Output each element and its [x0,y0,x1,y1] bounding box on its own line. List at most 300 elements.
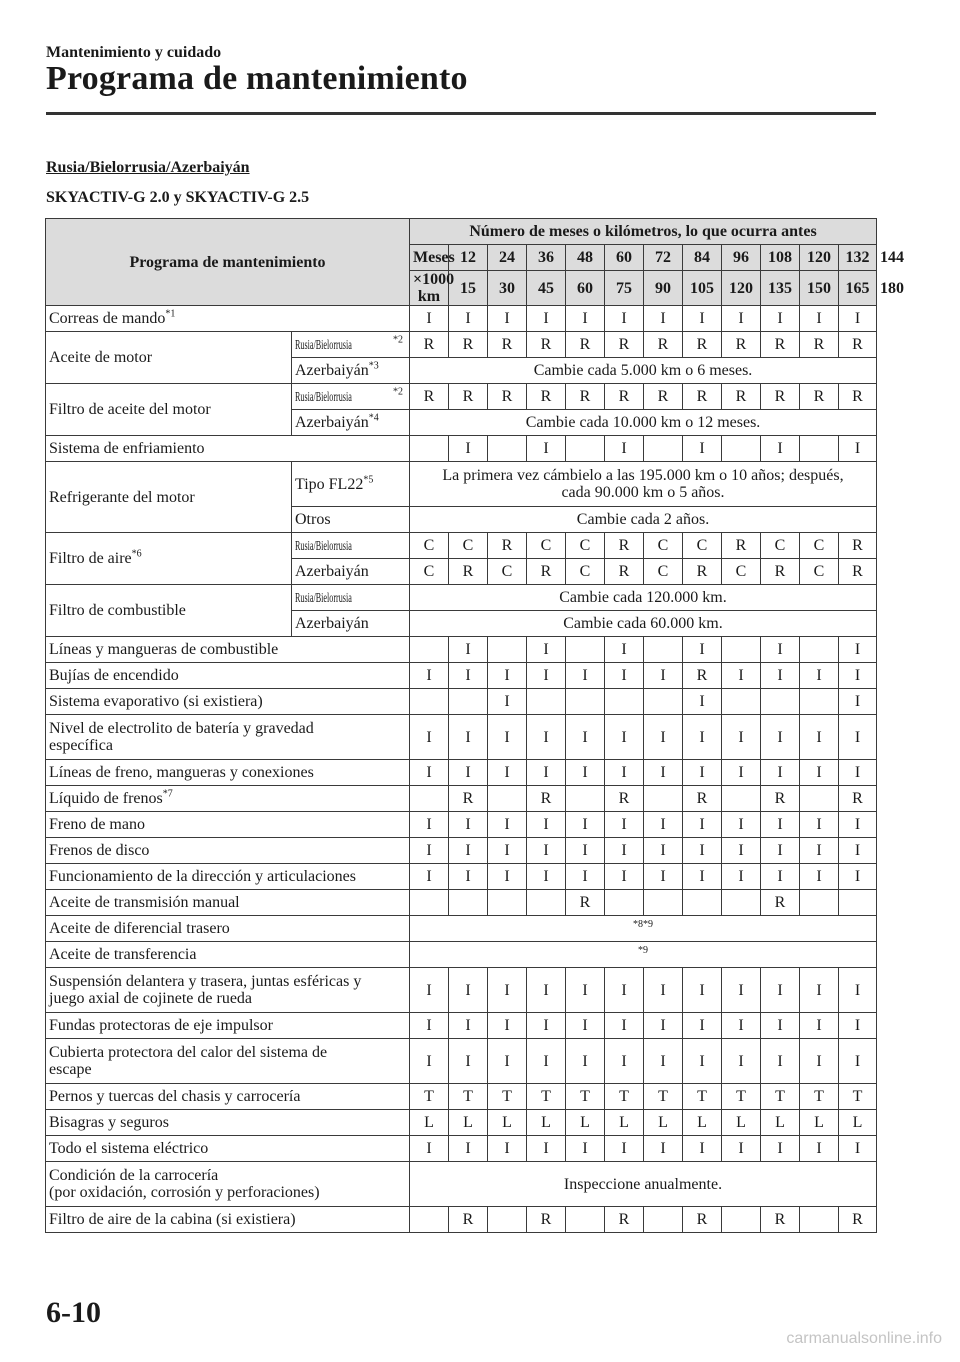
schedule-cell: I [488,715,527,760]
schedule-cell: R [449,384,488,410]
row-label [46,1084,410,1110]
schedule-cell: I [410,1039,449,1084]
row-cabina [46,1207,877,1233]
page-title: Programa de mantenimiento [46,60,468,97]
sub-label [292,332,410,358]
schedule-cell: T [527,1084,566,1110]
row-label-text: Correas de mando [49,310,166,327]
row-label-line: (por oxidación, corrosión y perforaciones) [49,1184,320,1201]
row-filtro-comb [46,585,877,611]
row-label [46,1207,410,1233]
schedule-cell: I [527,1013,566,1039]
schedule-cell [800,637,839,663]
schedule-cell: I [527,1136,566,1162]
schedule-cell: I [722,663,761,689]
schedule-cell: I [410,968,449,1013]
schedule-cell: I [449,306,488,332]
schedule-cell: C [410,559,449,585]
schedule-cell [566,637,605,663]
schedule-cell: I [683,760,722,786]
schedule-cell [722,786,761,812]
schedule-cell [527,890,566,916]
schedule-cell: I [839,436,877,462]
schedule-cell: R [566,890,605,916]
schedule-cell: I [761,1039,800,1084]
schedule-cell: I [566,968,605,1013]
row-label-text: Todo el sistema eléctrico [49,1140,209,1157]
sub-label-text: Azerbaiyán [295,563,369,580]
row-liquido-frenos [46,786,877,812]
schedule-cell: L [683,1110,722,1136]
schedule-cell [644,786,683,812]
month-header: 96 [722,245,761,271]
schedule-cell: I [800,663,839,689]
schedule-cell: I [761,1136,800,1162]
schedule-cell [683,890,722,916]
month-header: 108 [761,245,800,271]
schedule-cell: R [722,332,761,358]
row-label [46,864,410,890]
schedule-cell: I [449,1039,488,1084]
schedule-cell [839,890,877,916]
row-label [46,1110,410,1136]
schedule-cell: I [449,760,488,786]
schedule-cell: R [839,1207,877,1233]
row-label [46,916,410,942]
row-label [46,1162,410,1207]
row-suspension [46,968,877,1013]
schedule-cell: L [488,1110,527,1136]
month-header: 24 [488,245,527,271]
row-label [46,1039,410,1084]
schedule-cell: I [605,1013,644,1039]
row-label [46,663,410,689]
schedule-cell: I [410,812,449,838]
schedule-cell: I [605,436,644,462]
row-label-text: Aceite de diferencial trasero [49,920,230,937]
schedule-cell: C [410,533,449,559]
span-text [410,462,877,507]
schedule-cell: I [410,864,449,890]
schedule-cell: I [722,1039,761,1084]
row-electrico [46,1136,877,1162]
schedule-cell: I [683,968,722,1013]
schedule-cell: I [605,838,644,864]
row-label-text: Filtro de aire de la cabina (si existiera) [49,1211,296,1228]
schedule-cell: R [527,559,566,585]
schedule-cell: I [800,838,839,864]
schedule-cell: T [605,1084,644,1110]
schedule-cell: I [605,306,644,332]
title-divider [46,112,876,115]
row-bisagras [46,1110,877,1136]
km-header: 105 [683,271,722,306]
month-header: 36 [527,245,566,271]
schedule-cell: I [761,663,800,689]
schedule-cell: C [722,559,761,585]
schedule-cell: I [449,663,488,689]
row-escape [46,1039,877,1084]
km-label: ×1000 km [410,271,449,306]
schedule-cell: I [722,760,761,786]
month-header: 48 [566,245,605,271]
schedule-cell: C [449,533,488,559]
sub-label [292,611,410,637]
schedule-cell: I [722,1136,761,1162]
month-header: 72 [644,245,683,271]
schedule-cell [800,1207,839,1233]
span-text: Inspeccione anualmente. [410,1162,877,1207]
row-label-text: Líquido de frenos [49,790,163,807]
schedule-cell: I [722,306,761,332]
schedule-cell: R [683,384,722,410]
schedule-cell: I [683,689,722,715]
schedule-cell: I [566,760,605,786]
schedule-cell: R [761,1207,800,1233]
schedule-cell [800,436,839,462]
row-evaporativo [46,689,877,715]
sub-label [292,410,410,436]
schedule-cell [722,890,761,916]
schedule-cell [644,436,683,462]
schedule-cell: I [527,637,566,663]
schedule-cell: I [683,637,722,663]
schedule-cell: I [410,715,449,760]
month-header: 12 [449,245,488,271]
row-label [46,689,410,715]
schedule-cell: I [488,1136,527,1162]
region-heading: Rusia/Bielorrusia/Azerbaiyán [46,159,250,176]
schedule-cell: I [488,306,527,332]
row-bujias [46,663,877,689]
row-enfriamiento [46,436,877,462]
schedule-cell: T [683,1084,722,1110]
schedule-cell: T [566,1084,605,1110]
schedule-cell: C [761,533,800,559]
schedule-cell: I [800,715,839,760]
row-label [46,384,292,436]
schedule-cell [488,786,527,812]
schedule-cell: I [449,436,488,462]
row-label [46,786,410,812]
row-label-line: específica [49,737,113,754]
row-label-text: Sistema de enfriamiento [49,440,205,457]
schedule-cell: I [761,715,800,760]
row-label-text: Filtro de combustible [49,602,186,619]
schedule-cell: I [722,838,761,864]
schedule-cell: I [449,637,488,663]
month-header: 132 [839,245,877,271]
schedule-cell: I [683,864,722,890]
schedule-cell: R [644,332,683,358]
sub-label [292,559,410,585]
row-label-text: Funcionamiento de la dirección y articulaciones [49,868,356,885]
schedule-cell: I [644,306,683,332]
schedule-cell: I [644,663,683,689]
schedule-cell: I [605,715,644,760]
schedule-cell [410,689,449,715]
km-header: 15 [449,271,488,306]
row-label-line: Cubierta protectora del calor del sistema de [49,1044,328,1061]
footnote-ref: *2 [393,334,403,346]
row-label-text: Aceite de transmisión manual [49,894,240,911]
schedule-cell: I [800,812,839,838]
schedule-cell [488,890,527,916]
schedule-cell: I [683,1013,722,1039]
schedule-cell: I [644,812,683,838]
schedule-cell: I [761,436,800,462]
schedule-cell: R [683,332,722,358]
schedule-cell: R [410,384,449,410]
sub-label-condensed: Rusia/Bielorrusia [295,590,352,606]
schedule-cell: I [761,306,800,332]
footnote-ref: *2 [393,386,403,398]
schedule-cell: I [839,838,877,864]
schedule-cell [761,689,800,715]
row-label [46,838,410,864]
row-label [46,332,292,384]
sub-label-text: Azerbaiyán [295,362,369,379]
row-label-line: Suspensión delantera y trasera, juntas esféricas y [49,973,362,990]
row-label [46,533,292,585]
row-label [46,436,410,462]
schedule-cell: I [605,760,644,786]
schedule-cell: I [839,1136,877,1162]
row-frenos-disco [46,838,877,864]
row-carroceria [46,1162,877,1207]
schedule-cell: I [722,864,761,890]
schedule-cell: R [410,332,449,358]
schedule-cell: L [566,1110,605,1136]
schedule-cell: R [839,384,877,410]
footnote-ref: *4 [368,412,379,424]
schedule-cell [410,786,449,812]
schedule-cell: I [683,812,722,838]
schedule-cell: I [605,637,644,663]
schedule-cell [488,1207,527,1233]
schedule-cell: C [644,559,683,585]
schedule-cell: I [761,1013,800,1039]
row-label [46,637,410,663]
schedule-cell [566,1207,605,1233]
header-row-months: Meses 12 24 36 48 60 72 84 96 108 120 132 144 [46,245,877,271]
schedule-cell: I [761,637,800,663]
schedule-cell: C [527,533,566,559]
km-header: 165 [839,271,877,306]
span-text: Cambie cada 10.000 km o 12 meses. [410,410,877,436]
row-filtro-aceite [46,384,877,410]
schedule-cell: I [761,838,800,864]
km-header: 90 [644,271,683,306]
schedule-cell: R [644,384,683,410]
schedule-cell: R [683,559,722,585]
schedule-cell: R [839,559,877,585]
schedule-cell: I [410,663,449,689]
schedule-cell: I [683,436,722,462]
footnote-ref: *1 [165,308,176,320]
schedule-cell: I [566,812,605,838]
schedule-cell: R [527,786,566,812]
row-label [46,715,410,760]
footnote-span: *8*9 [410,916,877,942]
schedule-cell: T [488,1084,527,1110]
sub-label-condensed: Rusia/Bielorrusia [295,538,352,554]
schedule-cell: I [644,838,683,864]
month-header: 84 [683,245,722,271]
schedule-cell: C [644,533,683,559]
schedule-cell: L [527,1110,566,1136]
schedule-cell: I [644,760,683,786]
schedule-cell [449,890,488,916]
km-header: 135 [761,271,800,306]
page-number: 6-10 [46,1296,101,1329]
row-label-text: Frenos de disco [49,842,150,859]
schedule-cell: I [605,812,644,838]
schedule-cell: I [527,715,566,760]
schedule-cell: I [449,968,488,1013]
schedule-cell: L [800,1110,839,1136]
header-row-interval [46,219,877,245]
schedule-cell: I [605,663,644,689]
footnote-span: *9 [410,942,877,968]
schedule-cell: C [800,533,839,559]
schedule-cell: I [800,968,839,1013]
header-row-km: ×1000 km 15 30 45 60 75 90 105 120 135 150 165 180 [46,271,877,306]
sub-label [292,533,410,559]
schedule-cell: T [449,1084,488,1110]
row-label-text: Aceite de transferencia [49,946,197,963]
row-lineas-freno [46,760,877,786]
sub-label [292,462,410,507]
schedule-cell: I [449,1013,488,1039]
row-diferencial [46,916,877,942]
span-text: Cambie cada 5.000 km o 6 meses. [410,358,877,384]
schedule-cell: R [722,384,761,410]
schedule-cell: I [644,968,683,1013]
schedule-cell [488,637,527,663]
schedule-cell: I [449,715,488,760]
schedule-cell: C [683,533,722,559]
row-transferencia [46,942,877,968]
row-correas [46,306,877,332]
schedule-cell: I [566,838,605,864]
schedule-cell: R [527,332,566,358]
table-corner-label: Programa de mantenimiento [46,219,410,306]
engine-subtitle: SKYACTIV-G 2.0 y SKYACTIV-G 2.5 [46,189,310,206]
schedule-cell: I [410,1013,449,1039]
row-label-text: Filtro de aire [49,550,132,567]
schedule-cell [488,436,527,462]
schedule-cell [410,637,449,663]
schedule-cell: I [605,968,644,1013]
maintenance-table-body [46,219,904,1233]
schedule-cell: I [566,663,605,689]
schedule-cell [722,689,761,715]
schedule-cell: I [761,812,800,838]
km-header: 45 [527,271,566,306]
schedule-cell [644,890,683,916]
schedule-cell: I [839,689,877,715]
schedule-cell: I [644,864,683,890]
schedule-cell: I [605,1136,644,1162]
schedule-cell [449,689,488,715]
schedule-cell: I [566,1013,605,1039]
month-header: 120 [800,245,839,271]
schedule-cell: R [449,559,488,585]
schedule-cell: I [527,436,566,462]
row-electrolito [46,715,877,760]
schedule-cell: R [605,384,644,410]
row-label-text: Pernos y tuercas del chasis y carrocería [49,1088,301,1105]
schedule-cell: I [683,838,722,864]
schedule-cell: T [644,1084,683,1110]
watermark: carmanualsonline.info [786,1330,942,1347]
schedule-cell: I [527,663,566,689]
schedule-cell [605,890,644,916]
schedule-cell: I [722,812,761,838]
schedule-cell: I [839,864,877,890]
schedule-cell: I [527,838,566,864]
row-label-text: Refrigerante del motor [49,488,195,506]
schedule-cell: I [761,864,800,890]
schedule-cell: R [527,1207,566,1233]
schedule-cell [722,637,761,663]
schedule-cell: I [566,715,605,760]
sub-label-condensed: Rusia/Bielorrusia [295,389,352,405]
row-label [46,890,410,916]
schedule-cell: R [800,332,839,358]
schedule-cell: T [722,1084,761,1110]
schedule-cell: I [449,812,488,838]
sub-label [292,358,410,384]
row-label [46,942,410,968]
schedule-cell: I [488,838,527,864]
schedule-cell: T [839,1084,877,1110]
schedule-cell: C [566,533,605,559]
sub-label-text: Tipo FL22 [295,475,364,493]
schedule-cell: R [683,786,722,812]
footnote-ref: *5 [363,474,374,486]
schedule-cell: I [800,1136,839,1162]
schedule-cell: I [488,1013,527,1039]
km-header: 150 [800,271,839,306]
schedule-cell: I [644,1136,683,1162]
schedule-cell: I [410,306,449,332]
row-label [46,462,292,533]
schedule-cell: I [839,306,877,332]
sub-label [292,507,410,533]
section-title: Mantenimiento y cuidado [46,44,222,61]
span-text: Cambie cada 2 años. [410,507,877,533]
row-label [46,306,410,332]
footnote-ref: *6 [131,548,142,560]
schedule-cell: I [839,1013,877,1039]
schedule-cell: I [839,663,877,689]
schedule-cell: I [644,1013,683,1039]
schedule-cell: R [449,332,488,358]
schedule-cell: I [839,1039,877,1084]
schedule-cell: I [683,306,722,332]
schedule-cell: L [839,1110,877,1136]
schedule-cell: C [566,559,605,585]
row-label-text: Aceite de motor [49,349,153,366]
maintenance-table [45,218,904,1233]
schedule-cell: R [488,332,527,358]
row-label-text: Freno de mano [49,816,145,833]
schedule-cell: R [839,786,877,812]
schedule-cell: I [761,968,800,1013]
row-label-line: juego axial de cojinete de rueda [49,990,253,1007]
